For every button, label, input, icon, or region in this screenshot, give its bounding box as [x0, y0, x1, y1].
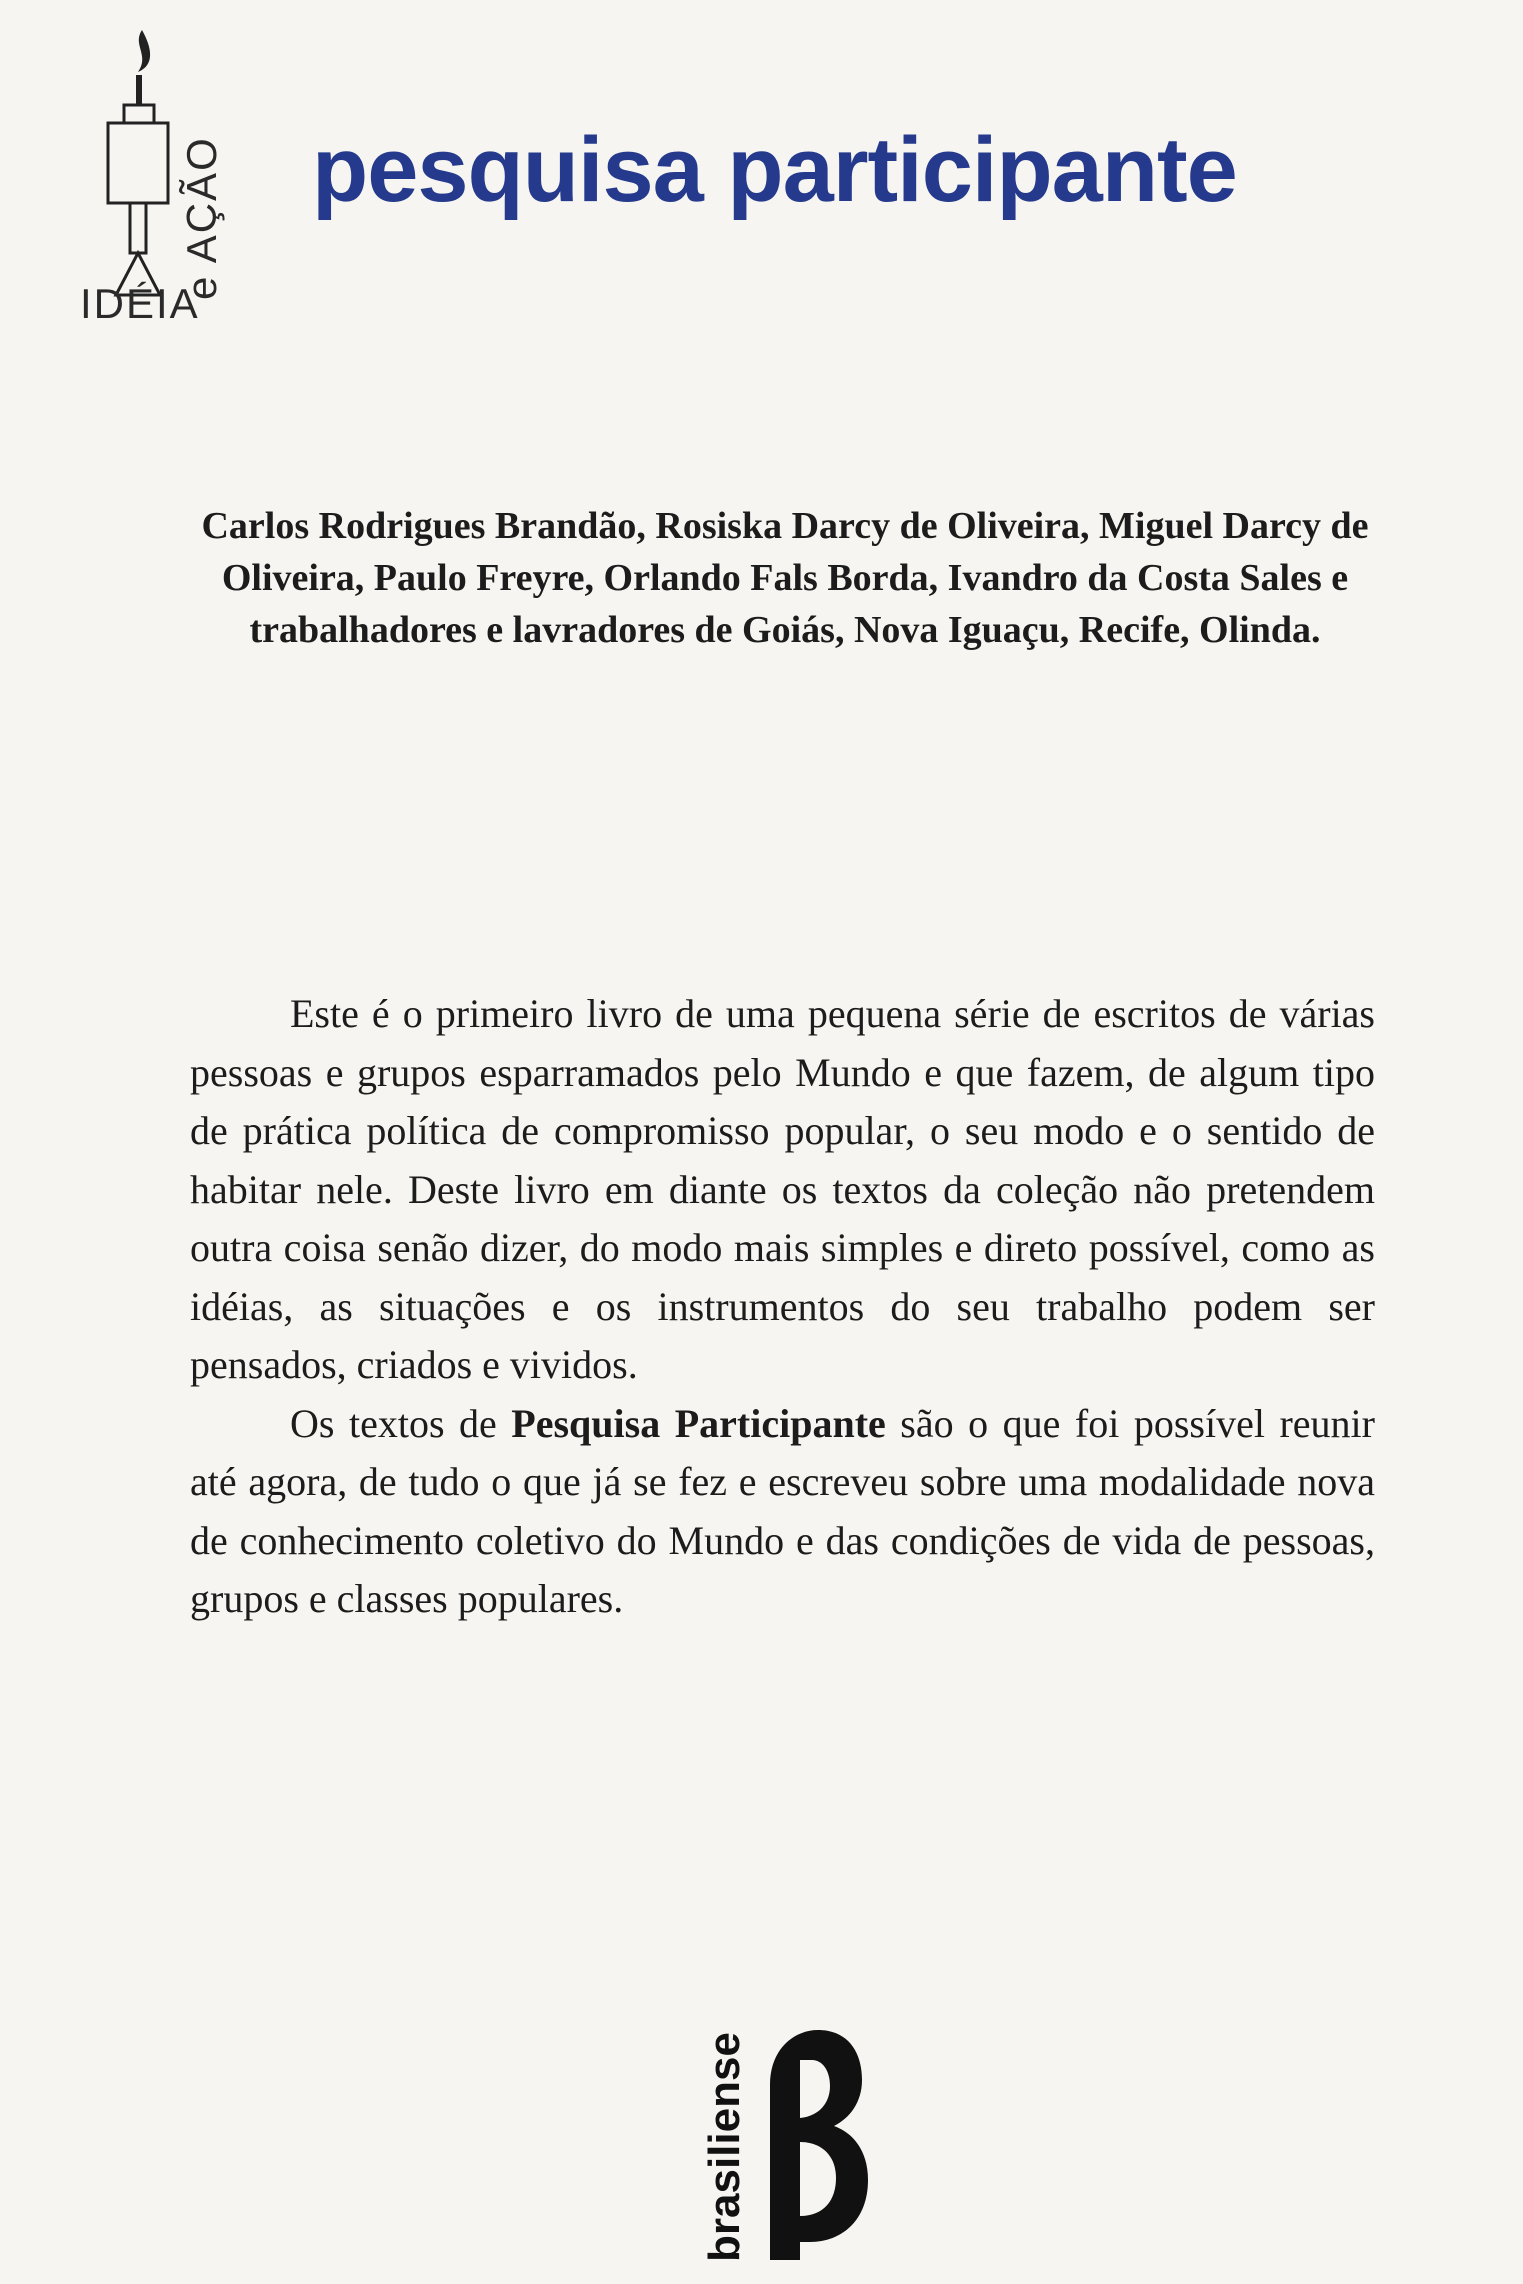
blurb-p2-end: são o que foi possível reunir até agora, de tudo o que já se fez e escreveu sobre uma modalidade nova de conhecimento coletivo do Mundo e das condições de vida de pessoas, grupos e classes populares.	[190, 1400, 1375, 1621]
series-name-acao: e AÇÃO	[178, 136, 225, 300]
blurb-p2-book-name: Pesquisa Participante	[511, 1400, 886, 1446]
book-title: pesquisa participante	[312, 119, 1237, 221]
blurb-p2-start: Os textos de	[290, 1400, 512, 1446]
series-name-idea: IDÉIA	[80, 280, 200, 327]
blurb-paragraph-2	[190, 1395, 1375, 1629]
book-blurb	[190, 985, 1375, 1629]
blurb-paragraph-1: Este é o primeiro livro de uma pequena série de escritos de várias pessoas e grupos esparramados pelo Mundo e que fazem, de algum tipo de prática política de compromisso popular, o seu modo e o sentido de habitar nele. Deste livro em diante os textos da coleção não pretendem outra coisa senão dizer, do modo mais simples e direto possível, como as idéias, as situações e os instrumentos do seu trabalho podem ser pensados, criados e vividos.	[190, 991, 1375, 1387]
author-list: Carlos Rodrigues Brandão, Rosiska Darcy de Oliveira, Miguel Darcy de Oliveira, Paulo Freyre, Orlando Fals Borda, Ivandro da Costa Sales e trabalhadores e lavradores de Goiás, Nova Iguaçu, Recife, Olinda.	[201, 505, 1369, 651]
beta-letter-icon	[760, 2030, 870, 2260]
publisher-name: brasiliense	[700, 2032, 749, 2262]
